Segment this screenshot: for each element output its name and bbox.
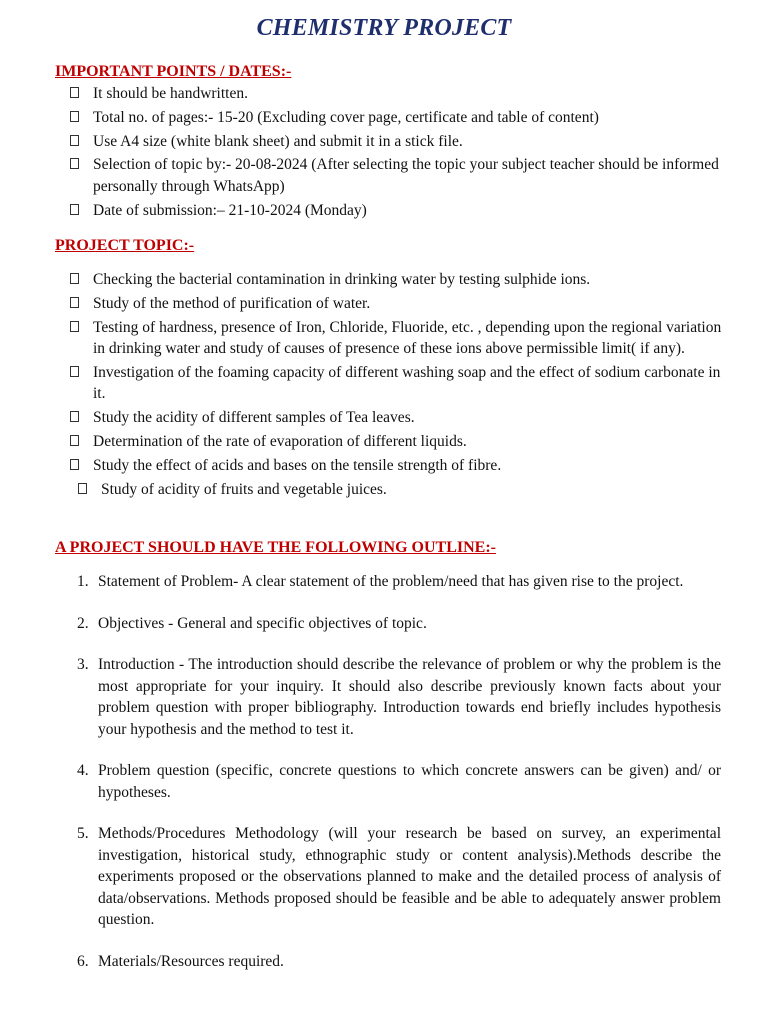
- bullet-box-icon: [70, 321, 79, 332]
- bullet-box-icon: [70, 204, 79, 215]
- bullet-box-icon: [70, 411, 79, 422]
- outline-list: [60, 571, 721, 992]
- list-item: 1. Statement of Problem- A clear statement of the problem/need that has given rise to the project.: [77, 573, 684, 590]
- important-heading: IMPORTANT POINTS / DATES:-: [55, 63, 292, 80]
- bullet-box-icon: [70, 366, 79, 377]
- list-item: Study the effect of acids and bases on the tensile strength of fibre.: [70, 455, 730, 477]
- list-item: Total no. of pages:- 15-20 (Excluding cover page, certificate and table of content): [70, 107, 730, 129]
- list-item: Study the acidity of different samples of Tea leaves.: [70, 407, 730, 429]
- list-item: Date of submission:– 21-10-2024 (Monday): [70, 200, 730, 222]
- list-item: Study of acidity of fruits and vegetable juices.: [78, 479, 738, 501]
- list-item: Investigation of the foaming capacity of different washing soap and the effect of sodium carbonate in it.: [70, 362, 730, 405]
- list-item: 4. Problem question (specific, concrete questions to which concrete answers can be given) and/ or hypotheses.: [77, 762, 721, 801]
- topic-list: [70, 269, 730, 502]
- list-item: Selection of topic by:- 20-08-2024 (After selecting the topic your subject teacher should be informed personally through WhatsApp): [70, 154, 730, 197]
- bullet-box-icon: [70, 158, 79, 169]
- page-title: CHEMISTRY PROJECT: [256, 15, 512, 41]
- bullet-box-icon: [78, 483, 87, 494]
- bullet-box-icon: [70, 435, 79, 446]
- bullet-box-icon: [70, 111, 79, 122]
- list-item: 2. Objectives - General and specific objectives of topic.: [77, 614, 427, 632]
- list-item: Study of the method of purification of water.: [70, 293, 730, 315]
- bullet-box-icon: [70, 87, 79, 98]
- bullet-box-icon: [70, 273, 79, 284]
- important-list: [70, 83, 730, 223]
- list-item: It should be handwritten.: [70, 83, 730, 105]
- list-item: 3. Introduction - The introduction should describe the relevance of problem or why the problem is the most appropriate for your inquiry. It should also describe previously known facts about your problem question with proper bibliography. Introduction towards end briefly includes hypothesis your hypothesis and the method to test it.: [77, 656, 721, 738]
- list-item: Testing of hardness, presence of Iron, Chloride, Fluoride, etc. , depending upon the regional variation in drinking water and study of causes of presence of these ions above permissible limit( if any).: [70, 317, 730, 360]
- list-item: 6. Materials/Resources required.: [77, 952, 284, 970]
- outline-heading: A PROJECT SHOULD HAVE THE FOLLOWING OUTLINE:-: [55, 539, 496, 556]
- list-item: Use A4 size (white blank sheet) and submit it in a stick file.: [70, 131, 730, 153]
- bullet-box-icon: [70, 135, 79, 146]
- bullet-box-icon: [70, 459, 79, 470]
- list-item: Determination of the rate of evaporation of different liquids.: [70, 431, 730, 453]
- bullet-box-icon: [70, 297, 79, 308]
- project-topic-heading: PROJECT TOPIC:-: [55, 237, 195, 254]
- list-item: Checking the bacterial contamination in drinking water by testing sulphide ions.: [70, 269, 730, 291]
- list-item: 5. Methods/Procedures Methodology (will your research be based on survey, an experimental investigation, historical study, ethnographic study or content analysis).Methods describe the experiments proposed or the observations planned to make and the detailed process of analysis of data/observations. Methods proposed should be feasible and be able to adequately answer problem question.: [77, 825, 721, 928]
